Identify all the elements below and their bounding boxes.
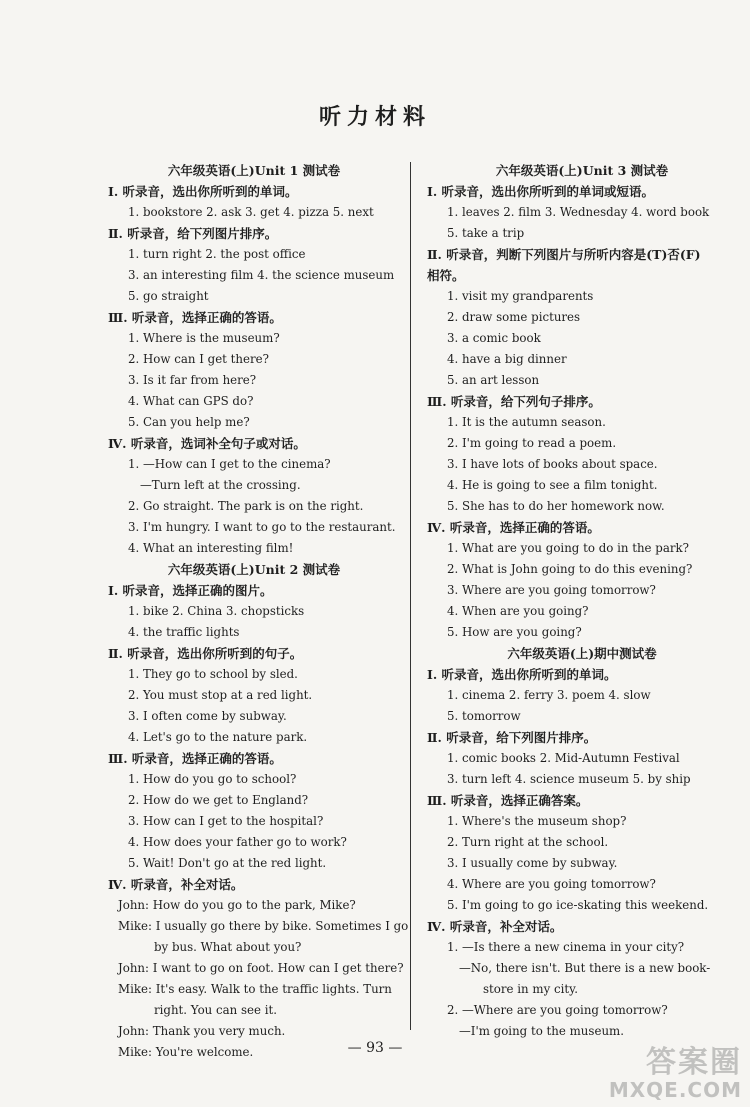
text-line: 4. What an interesting film! bbox=[128, 541, 294, 555]
question-heading: Ⅳ. 听录音，选词补全句子或对话。 bbox=[108, 436, 306, 451]
watermark-logo bbox=[609, 1046, 742, 1101]
question-heading: Ⅰ. 听录音，选择正确的图片。 bbox=[108, 583, 273, 598]
text-line: 5. Can you help me? bbox=[128, 415, 250, 429]
question-heading: Ⅲ. 听录音，选择正确的答语。 bbox=[108, 310, 282, 325]
question-heading: 相符。 bbox=[427, 268, 465, 283]
question-heading: Ⅳ. 听录音，选择正确的答语。 bbox=[427, 520, 600, 535]
text-line: 3. turn left 4. science museum 5. by ship bbox=[447, 772, 691, 786]
text-line: 5. She has to do her homework now. bbox=[447, 499, 665, 513]
text-line: 3. I usually come by subway. bbox=[447, 856, 618, 870]
text-line: 3. I often come by subway. bbox=[128, 709, 287, 723]
text-line: 1. leaves 2. film 3. Wednesday 4. word book bbox=[447, 205, 710, 219]
text-line: 1. comic books 2. Mid-Autumn Festival bbox=[447, 751, 680, 765]
text-line: 3. an interesting film 4. the science museum bbox=[128, 268, 395, 282]
text-line: 1. Where's the museum shop? bbox=[447, 814, 627, 828]
text-line: 3. I'm hungry. I want to go to the restaurant. bbox=[128, 520, 396, 534]
section-title: 六年级英语(上)Unit 1 测试卷 bbox=[167, 163, 341, 178]
text-line-indented: —I'm going to the museum. bbox=[459, 1024, 624, 1038]
question-heading: Ⅳ. 听录音，补全对话。 bbox=[108, 877, 244, 892]
question-heading: Ⅱ. 听录音，判断下列图片与所听内容是(T)否(F) bbox=[427, 247, 701, 262]
section-title: 六年级英语(上)Unit 2 测试卷 bbox=[167, 562, 341, 577]
text-line: 1. bike 2. China 3. chopsticks bbox=[128, 604, 305, 618]
dialogue-line-continued: by bus. What about you? bbox=[154, 940, 302, 954]
text-line: 5. I'm going to go ice-skating this weekend. bbox=[447, 898, 709, 912]
text-line: 1. What are you going to do in the park? bbox=[447, 541, 689, 555]
text-line: 2. —Where are you going tomorrow? bbox=[447, 1003, 668, 1017]
text-line: 2. You must stop at a red light. bbox=[128, 688, 313, 702]
text-line: 4. the traffic lights bbox=[128, 625, 240, 639]
text-line: 2. Go straight. The park is on the right. bbox=[128, 499, 364, 513]
dialogue-line-continued: right. You can see it. bbox=[154, 1003, 278, 1017]
text-line: 1. visit my grandparents bbox=[447, 289, 594, 303]
text-line: 5. an art lesson bbox=[447, 373, 540, 387]
text-line: 5. Wait! Don't go at the red light. bbox=[128, 856, 327, 870]
text-line: 5. tomorrow bbox=[447, 709, 521, 723]
text-line: 2. How can I get there? bbox=[128, 352, 269, 366]
question-heading: Ⅰ. 听录音，选出你所听到的单词。 bbox=[108, 184, 298, 199]
dialogue-line: Mike: You're welcome. bbox=[118, 1045, 254, 1059]
text-line: 1. How do you go to school? bbox=[128, 772, 297, 786]
question-heading: Ⅱ. 听录音，选出你所听到的句子。 bbox=[108, 646, 303, 661]
text-line: 4. When are you going? bbox=[447, 604, 589, 618]
dialogue-line: John: I want to go on foot. How can I get there? bbox=[118, 961, 404, 975]
watermark-line2: MXQE.COM bbox=[608, 1078, 742, 1102]
question-heading: Ⅲ. 听录音，给下列句子排序。 bbox=[427, 394, 601, 409]
text-line: 3. I have lots of books about space. bbox=[447, 457, 658, 471]
text-line: 1. They go to school by sled. bbox=[128, 667, 298, 681]
text-line: 5. go straight bbox=[128, 289, 209, 303]
dialogue-line: Mike: I usually go there by bike. Sometimes I go bbox=[118, 919, 409, 933]
text-line: 4. How does your father go to work? bbox=[128, 835, 347, 849]
column-divider bbox=[410, 162, 411, 1030]
text-line: 1. Where is the museum? bbox=[128, 331, 280, 345]
text-line: 3. Is it far from here? bbox=[128, 373, 257, 387]
text-line-continued: store in my city. bbox=[483, 982, 578, 996]
text-line: 1. turn right 2. the post office bbox=[128, 247, 306, 261]
text-line: 1. bookstore 2. ask 3. get 4. pizza 5. next bbox=[128, 205, 374, 219]
text-line: 4. have a big dinner bbox=[447, 352, 567, 366]
text-line: 5. How are you going? bbox=[447, 625, 582, 639]
text-line: 4. What can GPS do? bbox=[128, 394, 254, 408]
text-line-indented: —No, there isn't. But there is a new book- bbox=[459, 961, 711, 975]
text-line: 2. I'm going to read a poem. bbox=[447, 436, 617, 450]
text-line: 1. cinema 2. ferry 3. poem 4. slow bbox=[447, 688, 651, 702]
text-line: 3. a comic book bbox=[447, 331, 541, 345]
question-heading: Ⅲ. 听录音，选择正确答案。 bbox=[427, 793, 589, 808]
text-line: 2. draw some pictures bbox=[447, 310, 581, 324]
question-heading: Ⅳ. 听录音，补全对话。 bbox=[427, 919, 563, 934]
right-column bbox=[427, 160, 737, 1042]
text-line-indented: —Turn left at the crossing. bbox=[140, 478, 301, 492]
text-line: 1. —Is there a new cinema in your city? bbox=[447, 940, 685, 954]
text-line: 3. How can I get to the hospital? bbox=[128, 814, 324, 828]
text-line: 2. Turn right at the school. bbox=[447, 835, 609, 849]
text-line: 4. Let's go to the nature park. bbox=[128, 730, 308, 744]
text-line: 1. —How can I get to the cinema? bbox=[128, 457, 331, 471]
text-line: 1. It is the autumn season. bbox=[447, 415, 606, 429]
question-heading: Ⅲ. 听录音，选择正确的答语。 bbox=[108, 751, 282, 766]
dialogue-line: John: How do you go to the park, Mike? bbox=[118, 898, 356, 912]
question-heading: Ⅰ. 听录音，选出你所听到的单词。 bbox=[427, 667, 617, 682]
section-title: 六年级英语(上)期中测试卷 bbox=[507, 646, 657, 661]
watermark-line1: 答案圈 bbox=[646, 1045, 742, 1080]
left-column bbox=[108, 160, 409, 1063]
text-line: 3. Where are you going tomorrow? bbox=[447, 583, 656, 597]
dialogue-line: John: Thank you very much. bbox=[118, 1024, 286, 1038]
text-line: 4. Where are you going tomorrow? bbox=[447, 877, 656, 891]
text-line: 4. He is going to see a film tonight. bbox=[447, 478, 658, 492]
question-heading: Ⅰ. 听录音，选出你所听到的单词或短语。 bbox=[427, 184, 655, 199]
text-line: 2. How do we get to England? bbox=[128, 793, 309, 807]
page-title: 听力材料 bbox=[318, 104, 431, 130]
section-title: 六年级英语(上)Unit 3 测试卷 bbox=[495, 163, 669, 178]
dialogue-line: Mike: It's easy. Walk to the traffic lights. Turn bbox=[118, 982, 392, 996]
page-number: — 93 — bbox=[347, 1040, 403, 1056]
text-line: 5. take a trip bbox=[447, 226, 525, 240]
text-line: 2. What is John going to do this evening? bbox=[447, 562, 693, 576]
question-heading: Ⅱ. 听录音，给下列图片排序。 bbox=[427, 730, 597, 745]
question-heading: Ⅱ. 听录音，给下列图片排序。 bbox=[108, 226, 278, 241]
